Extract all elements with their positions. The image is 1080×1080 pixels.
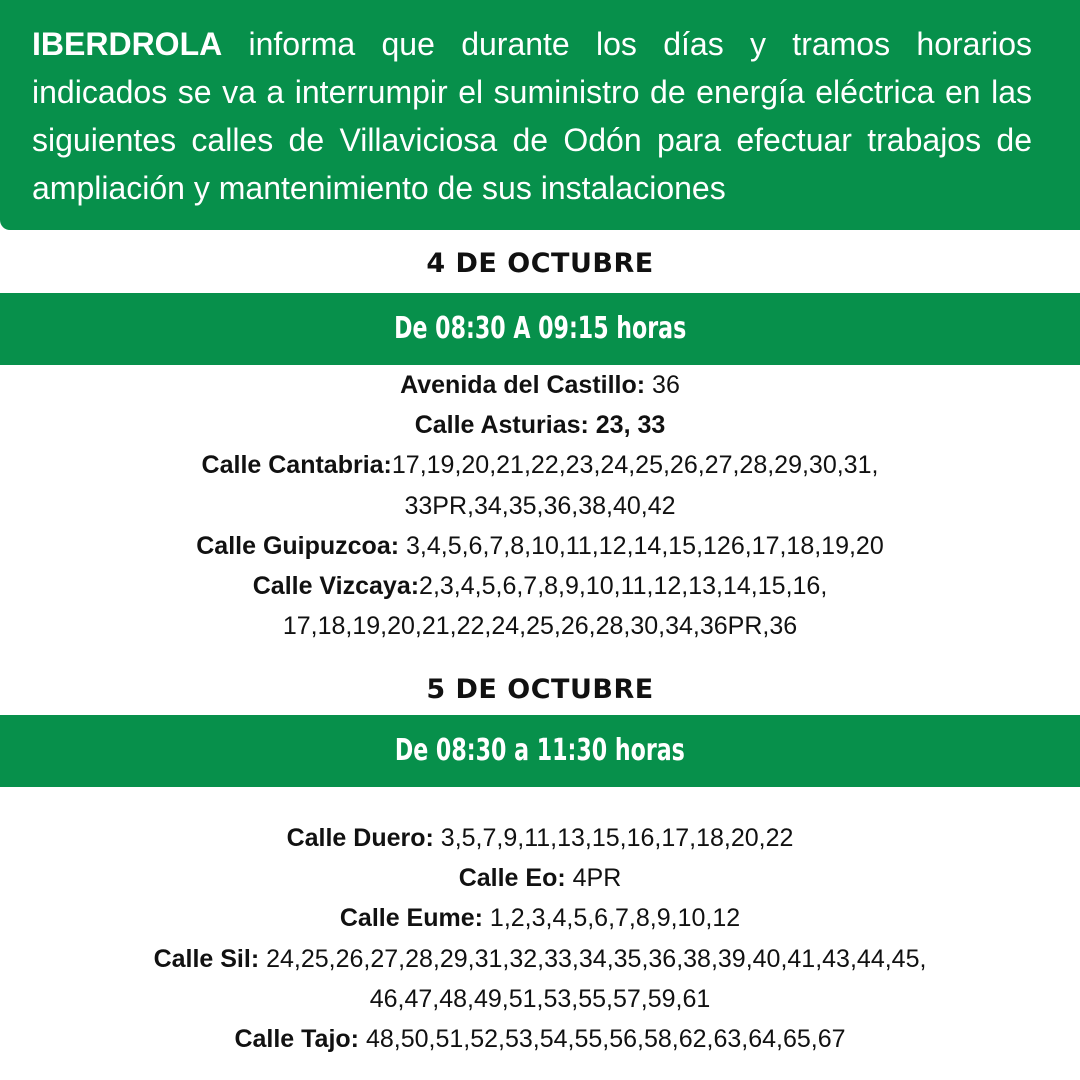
street-numbers-continued: 33PR,34,35,36,38,40,42	[404, 491, 676, 520]
time-range-day-2: De 08:30 a 11:30 horas	[394, 733, 685, 768]
street-name: Calle Tajo:	[234, 1025, 359, 1054]
street-numbers: 4PR	[565, 864, 622, 893]
street-name: Calle Guipuzcoa:	[196, 531, 400, 560]
street-entry	[40, 858, 1040, 898]
street-name: Calle Duero:	[286, 824, 434, 852]
street-numbers: 1,2,3,4,5,6,7,8,9,10,12	[482, 904, 741, 933]
street-numbers-continued: 46,47,48,49,51,53,55,57,59,61	[369, 984, 711, 1013]
street-name: Calle Eo:	[458, 864, 566, 893]
time-bar-day-2	[0, 715, 1080, 787]
street-numbers: 3,5,7,9,11,13,15,16,17,18,20,22	[433, 824, 794, 852]
street-list-day-2	[40, 818, 1040, 1059]
street-name: Calle Eume:	[339, 904, 483, 933]
date-heading-day-2: 5 DE OCTUBRE	[426, 674, 654, 705]
street-numbers: 36	[645, 371, 680, 399]
street-entry	[40, 445, 1040, 525]
street-entry	[40, 526, 1040, 566]
street-numbers: 3,4,5,6,7,8,10,11,12,14,15,126,17,18,19,20	[399, 531, 884, 560]
street-name: Calle Asturias: 23, 33	[414, 411, 666, 440]
time-bar-day-1	[0, 293, 1080, 365]
intro-banner	[0, 0, 1080, 230]
street-entry	[40, 405, 1040, 445]
street-numbers: 17,19,20,21,22,23,24,25,26,27,28,29,30,31,	[391, 451, 879, 480]
street-numbers: 2,3,4,5,6,7,8,9,10,11,12,13,14,15,16,	[419, 572, 828, 601]
street-entry	[40, 939, 1040, 1019]
street-name: Calle Sil:	[153, 944, 260, 973]
street-list-day-1	[40, 365, 1040, 646]
street-entry	[40, 365, 1040, 405]
brand-name: IBERDROLA	[32, 26, 223, 62]
intro-text: informa que durante los días y tramos horarios indicados se va a interrumpir el suministro de energía eléctrica en las siguientes calles de Villaviciosa de Odón para efectuar trabajos de ampliación y mantenimiento de sus instalaciones	[32, 26, 1032, 206]
street-numbers-continued: 17,18,19,20,21,22,24,25,26,28,30,34,36PR,36	[282, 612, 798, 641]
street-name: Avenida del Castillo:	[400, 371, 646, 399]
street-entry	[40, 898, 1040, 938]
street-entry	[40, 566, 1040, 646]
intro-paragraph	[32, 20, 1032, 212]
street-name: Calle Vizcaya:	[252, 572, 420, 601]
time-range-day-1: De 08:30 A 09:15 horas	[393, 311, 687, 346]
street-name: Calle Cantabria:	[201, 451, 392, 480]
street-numbers: 24,25,26,27,28,29,31,32,33,34,35,36,38,39,40,41,43,44,45,	[259, 944, 927, 973]
date-heading-day-1: 4 DE OCTUBRE	[426, 248, 654, 279]
street-entry	[40, 1019, 1040, 1059]
street-numbers: 48,50,51,52,53,54,55,56,58,62,63,64,65,67	[359, 1025, 846, 1054]
street-entry	[40, 818, 1040, 858]
